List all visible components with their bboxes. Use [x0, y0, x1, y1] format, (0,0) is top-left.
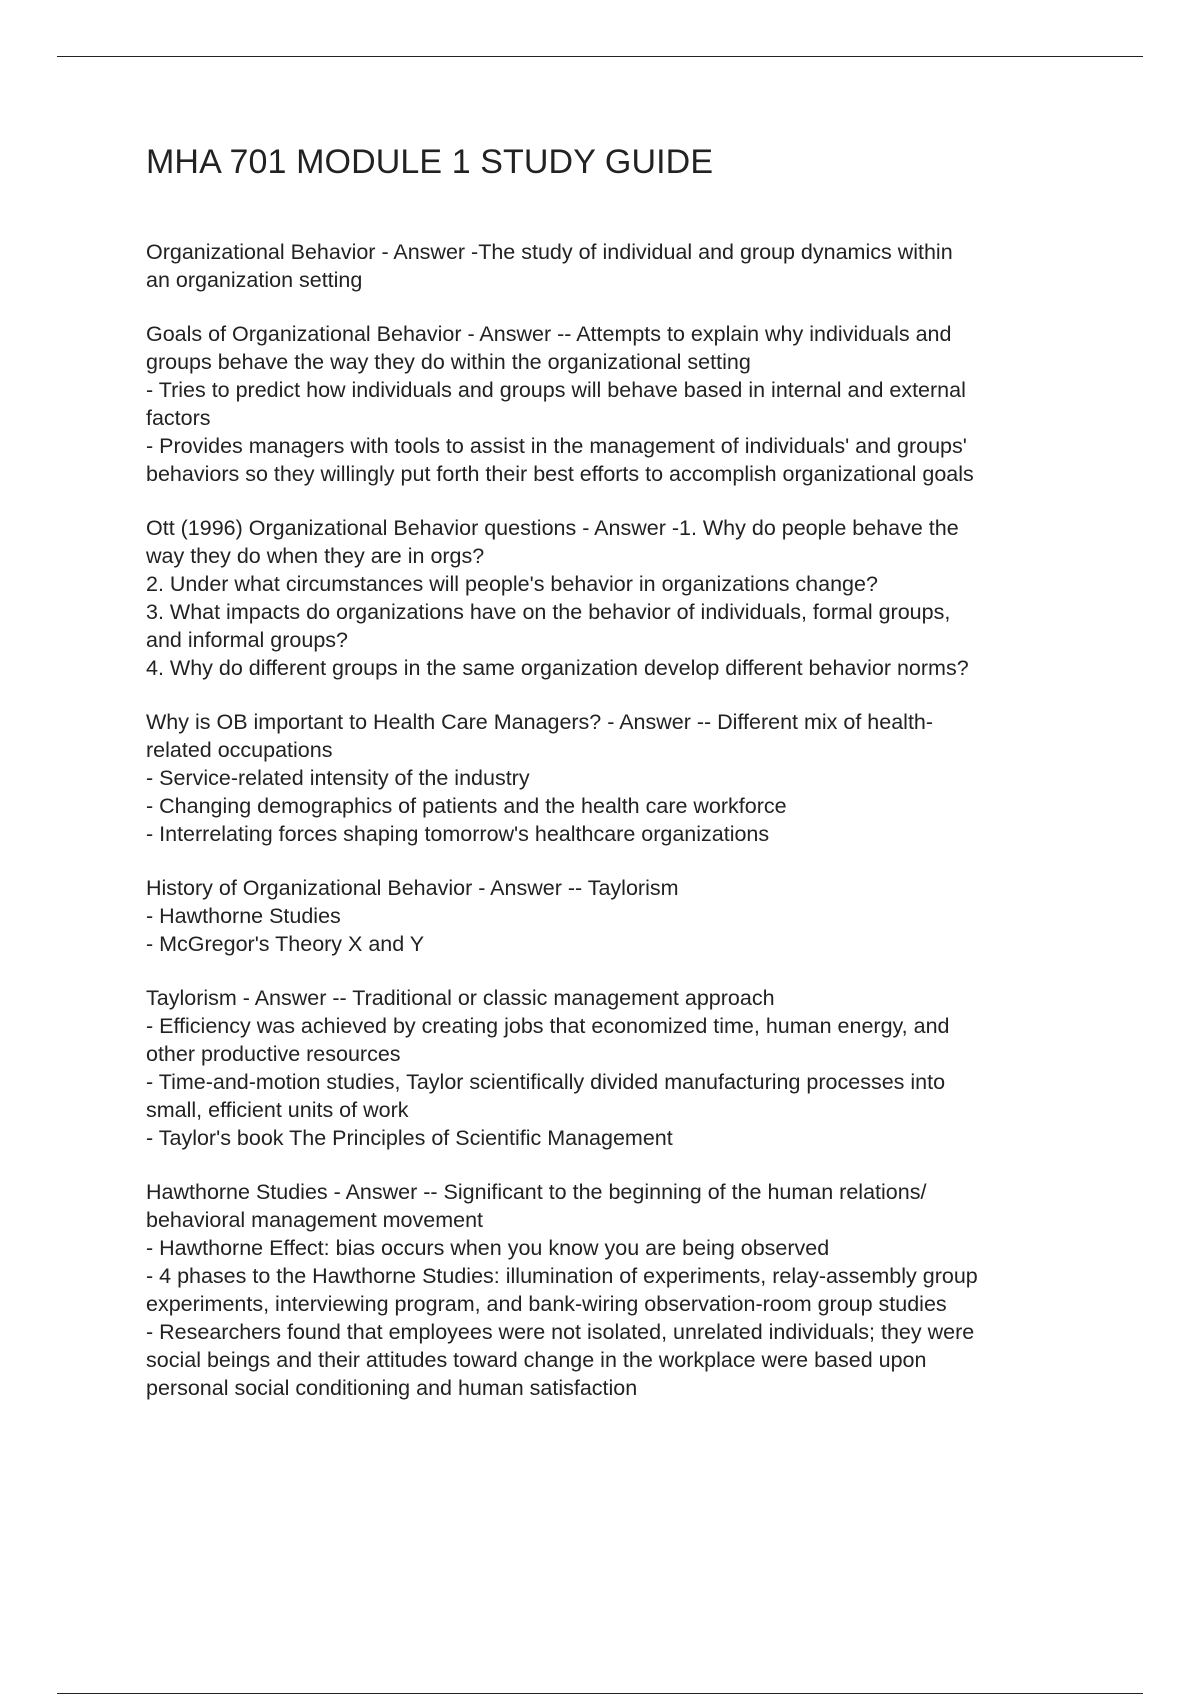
qa-line: related occupations	[146, 738, 333, 762]
qa-line: Why is OB important to Health Care Managers? - Answer -- Different mix of health-	[146, 710, 934, 734]
qa-entry-goals-of-ob	[146, 320, 1096, 488]
qa-line: behaviors so they willingly put forth their best efforts to accomplish organizational goals	[146, 462, 974, 486]
qa-line: experiments, interviewing program, and bank-wiring observation-room group studies	[146, 1292, 947, 1316]
top-divider	[57, 56, 1143, 57]
qa-entry-ob-history	[146, 874, 1096, 958]
qa-line: Hawthorne Studies - Answer -- Significant to the beginning of the human relations/	[146, 1180, 927, 1204]
qa-line: History of Organizational Behavior - Answer -- Taylorism	[146, 876, 679, 900]
qa-line: an organization setting	[146, 268, 363, 292]
qa-line: - Hawthorne Effect: bias occurs when you know you are being observed	[146, 1236, 830, 1260]
qa-line: - Time-and-motion studies, Taylor scientifically divided manufacturing processes into	[146, 1070, 946, 1094]
qa-line: other productive resources	[146, 1042, 401, 1066]
bottom-divider	[57, 1693, 1143, 1694]
qa-line: - Researchers found that employees were not isolated, unrelated individuals; they were	[146, 1320, 975, 1344]
qa-line: factors	[146, 406, 211, 430]
qa-line: behavioral management movement	[146, 1208, 484, 1232]
qa-entry-hawthorne-studies	[146, 1178, 1096, 1402]
qa-line: - Taylor's book The Principles of Scientific Management	[146, 1126, 673, 1150]
qa-line: - Tries to predict how individuals and groups will behave based in internal and external	[146, 378, 966, 402]
qa-line: - Service-related intensity of the industry	[146, 766, 530, 790]
qa-line: - McGregor's Theory X and Y	[146, 932, 425, 956]
qa-line: and informal groups?	[146, 628, 348, 652]
document-title: MHA 701 MODULE 1 STUDY GUIDE	[146, 143, 714, 181]
qa-line: personal social conditioning and human satisfaction	[146, 1376, 638, 1400]
qa-line: - Hawthorne Studies	[146, 904, 341, 928]
qa-line: 2. Under what circumstances will people's behavior in organizations change?	[146, 572, 878, 596]
qa-line: - Changing demographics of patients and the health care workforce	[146, 794, 787, 818]
qa-line: - Efficiency was achieved by creating jobs that economized time, human energy, and	[146, 1014, 950, 1038]
qa-line: - Provides managers with tools to assist in the management of individuals' and groups'	[146, 434, 967, 458]
qa-line: social beings and their attitudes toward change in the workplace were based upon	[146, 1348, 927, 1372]
qa-line: Ott (1996) Organizational Behavior questions - Answer -1. Why do people behave the	[146, 516, 959, 540]
qa-line: Organizational Behavior - Answer -The study of individual and group dynamics within	[146, 240, 953, 264]
qa-entry-taylorism	[146, 984, 1096, 1152]
qa-line: Taylorism - Answer -- Traditional or classic management approach	[146, 986, 775, 1010]
qa-entry-ob-importance	[146, 708, 1096, 848]
qa-line: Goals of Organizational Behavior - Answer -- Attempts to explain why individuals and	[146, 322, 952, 346]
qa-entry-ott-questions	[146, 514, 1096, 682]
qa-line: way they do when they are in orgs?	[146, 544, 485, 568]
qa-line: groups behave the way they do within the organizational setting	[146, 350, 751, 374]
qa-entry-organizational-behavior	[146, 238, 1096, 294]
qa-line: 4. Why do different groups in the same organization develop different behavior norms?	[146, 656, 969, 680]
qa-line: 3. What impacts do organizations have on the behavior of individuals, formal groups,	[146, 600, 951, 624]
qa-line: small, efficient units of work	[146, 1098, 409, 1122]
document-body	[146, 140, 1096, 1428]
qa-line: - Interrelating forces shaping tomorrow's healthcare organizations	[146, 822, 770, 846]
qa-line: - 4 phases to the Hawthorne Studies: illumination of experiments, relay-assembly group	[146, 1264, 978, 1288]
